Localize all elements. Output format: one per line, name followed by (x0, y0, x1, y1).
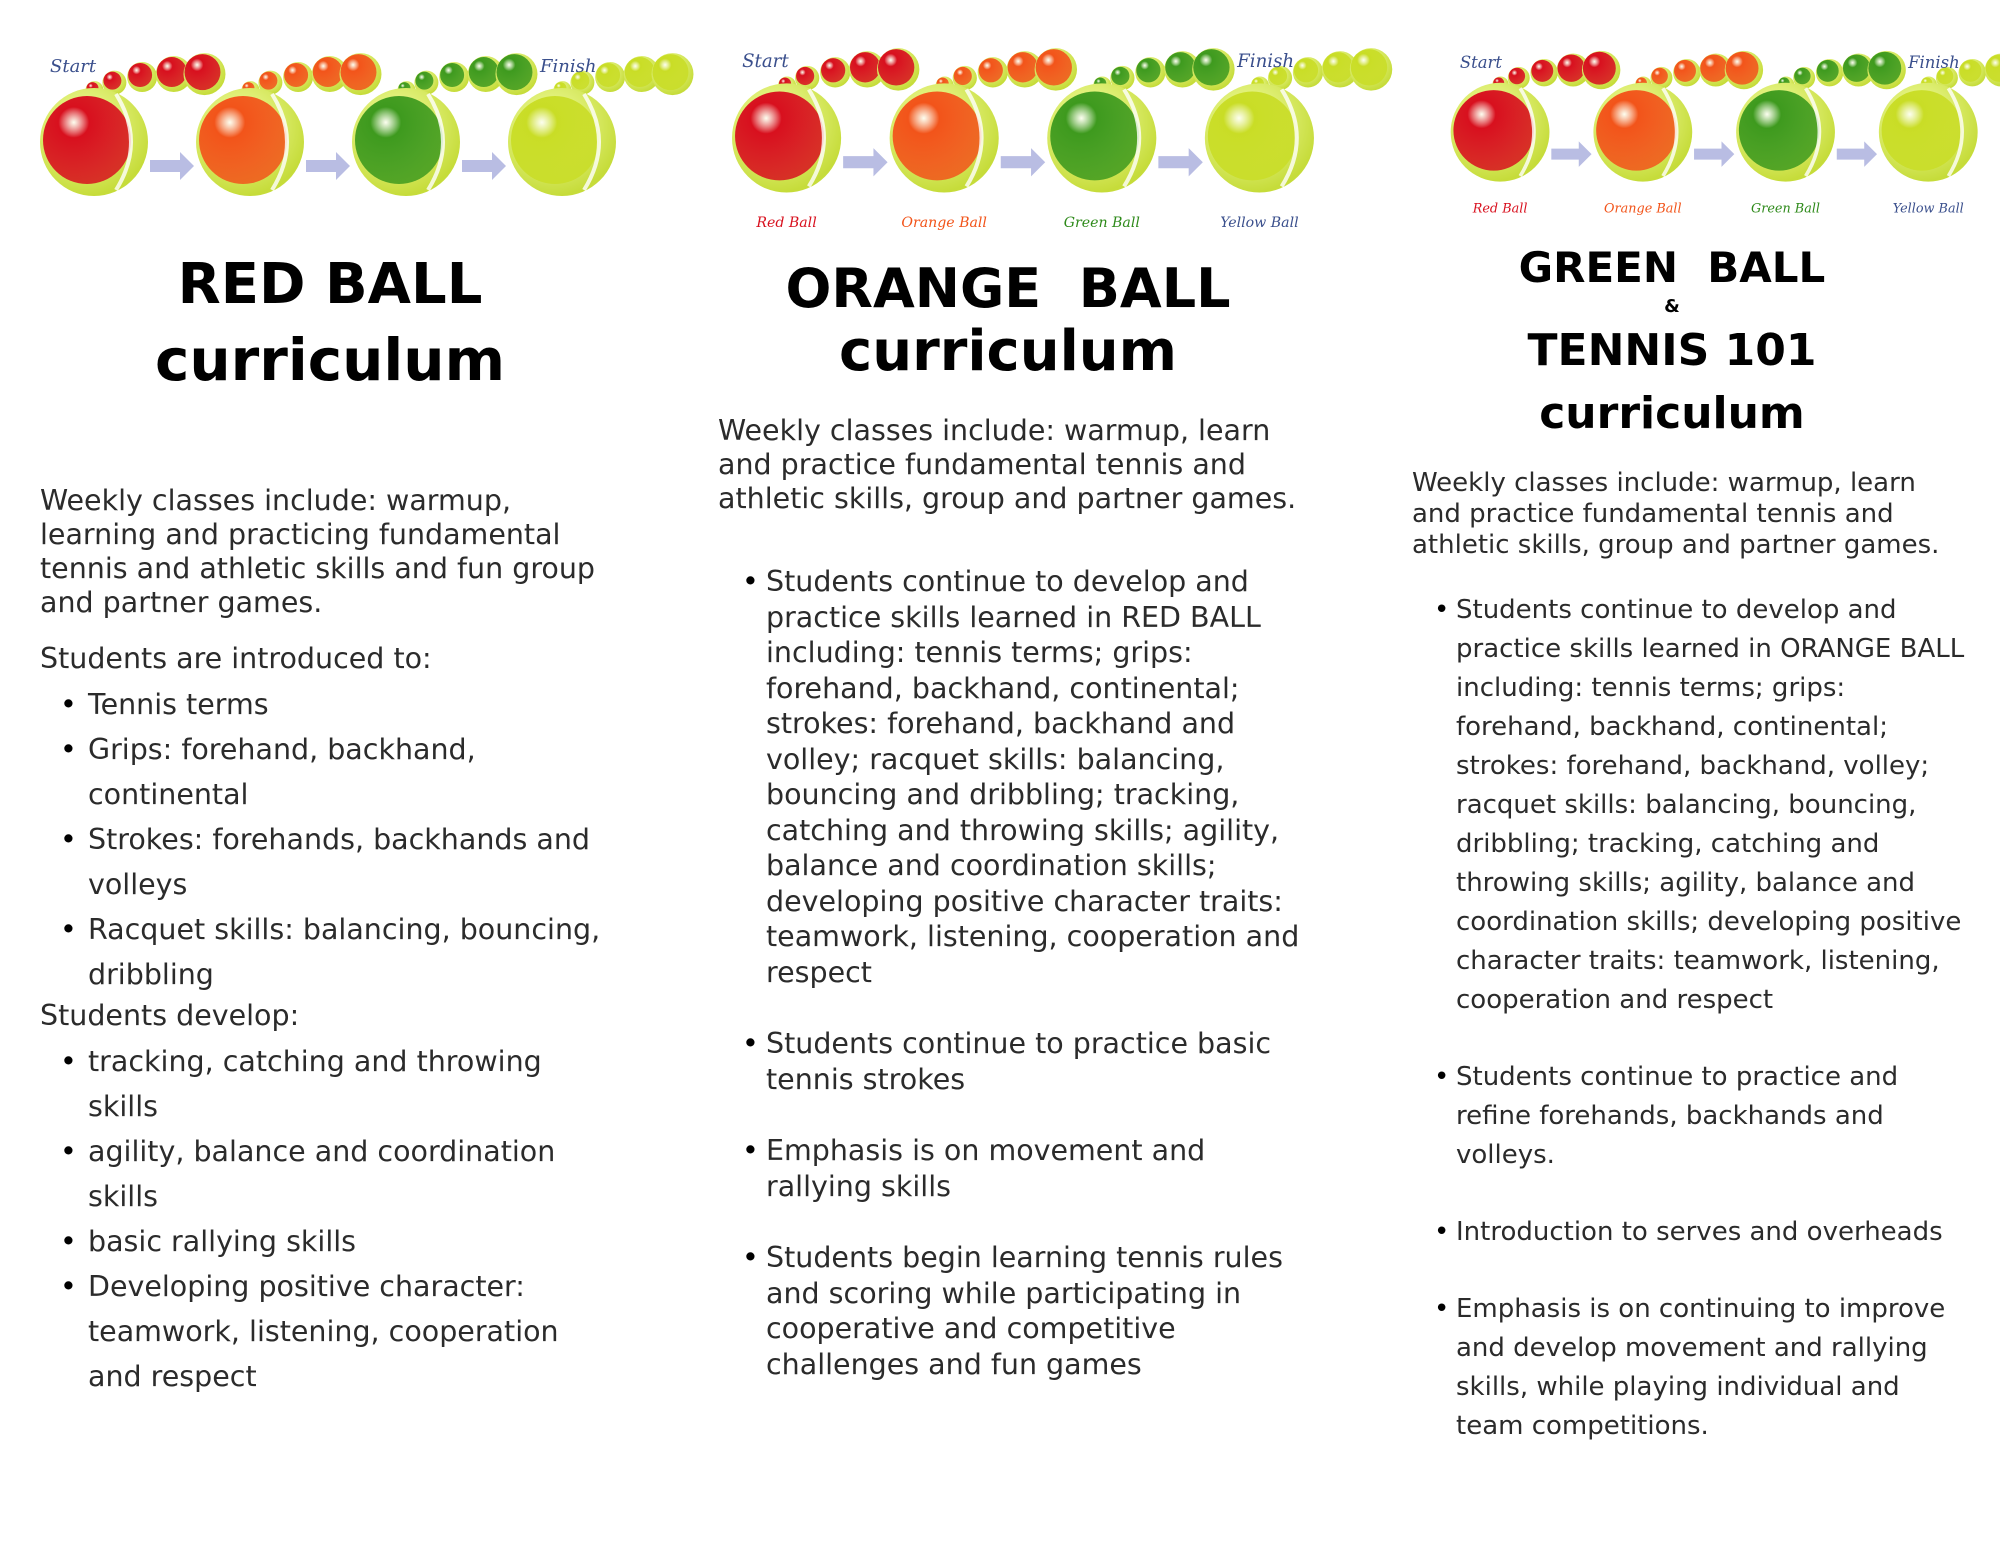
list-item: • Students continue to practice and refine forehands, backhands and volleys. (1412, 1058, 1972, 1175)
small-ball-core-icon (469, 57, 499, 87)
list-item: • Introduction to serves and overheads (1412, 1213, 1972, 1252)
intro-text: Weekly classes include: warmup, learning and practicing fundamental tennis and athletic skills and fun group and partner games. (40, 484, 595, 619)
list-item: • Students continue to develop and practice skills learned in ORANGE BALL including: tennis terms; grips: forehand, backhand, continental; strokes: forehand, backhand, volley; racquet skills: balancing, bouncing, dribbling; tracking, catching and throwing skills; agility, balance and coordination skills; developing positive character traits: teamwork, listening, cooperation and respect (1412, 591, 1972, 1020)
tennis-ball-core-icon (735, 92, 824, 181)
small-ball-core-icon (1959, 60, 1981, 82)
small-ball-core-icon (103, 72, 121, 90)
small-ball-core-icon (625, 57, 655, 87)
orange-ball-body (718, 414, 1308, 1418)
list-item: • agility, balance and coordination skills (40, 1129, 620, 1219)
ball-progression-banner (1450, 48, 1982, 220)
ball-progression-graphic (1450, 48, 1982, 220)
list-item: • Tennis terms (40, 682, 620, 727)
small-ball-core-icon (652, 54, 688, 90)
list-item: • Racquet skills: balancing, bouncing, dribbling (40, 907, 620, 997)
curriculum-list (1412, 591, 1972, 1446)
small-ball-core-icon (496, 54, 532, 90)
small-ball-core-icon (284, 63, 308, 87)
tennis-ball-core-icon (1050, 92, 1139, 181)
small-ball-core-icon (1531, 60, 1553, 82)
arrow-icon (150, 152, 194, 180)
orange-ball-title (718, 258, 1298, 384)
list-item: • Strokes: forehands, backhands and volleys (40, 817, 620, 907)
finish-label: Finish (540, 56, 597, 77)
arrow-icon (462, 152, 506, 180)
small-ball-core-icon (1323, 52, 1353, 82)
arrow-icon (1694, 141, 1734, 167)
small-ball-core-icon (954, 67, 972, 85)
tennis-ball-core-icon (1453, 90, 1534, 171)
small-ball-core-icon (313, 57, 343, 87)
ball-level-label: Green Ball (1063, 214, 1140, 231)
small-ball-core-icon (1583, 52, 1616, 85)
small-ball-core-icon (128, 63, 152, 87)
red-ball-title (40, 250, 620, 400)
tennis-ball-core-icon (43, 96, 131, 184)
small-ball-core-icon (1294, 58, 1318, 82)
list-item: • Emphasis is on continuing to improve and develop movement and rallying skills, while playing individual and team competitions. (1412, 1290, 1972, 1446)
small-ball-core-icon (1165, 52, 1195, 82)
ball-level-label: Orange Ball (901, 214, 987, 231)
tennis-ball-core-icon (199, 96, 287, 184)
title-line: ORANGE BALL (785, 257, 1231, 320)
tennis-ball-core-icon (1882, 90, 1963, 171)
ball-progression-graphic (40, 50, 620, 220)
title-line: GREEN BALL (1518, 243, 1826, 292)
section-heading: Students are introduced to: (40, 642, 432, 675)
small-ball-core-icon (415, 72, 433, 90)
small-ball-core-icon (1868, 52, 1901, 85)
finish-label: Finish (1237, 51, 1295, 73)
small-ball-core-icon (1558, 54, 1585, 81)
list-item: • Developing positive character: teamwork, listening, cooperation and respect (40, 1264, 620, 1399)
small-ball-core-icon (1008, 52, 1038, 82)
small-ball-core-icon (340, 54, 376, 90)
list-item: • Students begin learning tennis rules and scoring while participating in cooperative and competitive challenges and fun games (718, 1240, 1308, 1382)
tennis-ball-core-icon (1596, 90, 1677, 171)
arrow-icon (306, 152, 350, 180)
small-ball-core-icon (821, 58, 845, 82)
ball-level-label: Red Ball (1472, 201, 1528, 217)
ball-level-label: Red Ball (756, 214, 817, 231)
red-ball-body (40, 484, 620, 1399)
start-label: Start (742, 51, 789, 73)
small-ball-core-icon (1794, 68, 1810, 84)
small-ball-core-icon (979, 58, 1003, 82)
title-line: curriculum (839, 319, 1177, 384)
green-ball-body (1412, 468, 1972, 1484)
title-ampersand: & (1664, 296, 1680, 317)
start-label: Start (1459, 53, 1503, 73)
arrow-icon (1158, 148, 1202, 176)
finish-label: Finish (1908, 53, 1960, 73)
small-ball-core-icon (1193, 49, 1229, 85)
tennis-ball-core-icon (1208, 92, 1297, 181)
arrow-icon (843, 148, 887, 176)
small-ball-core-icon (596, 63, 620, 87)
small-ball-core-icon (440, 63, 464, 87)
small-ball-core-icon (796, 67, 814, 85)
ball-level-label: Green Ball (1751, 201, 1821, 217)
ball-level-label: Orange Ball (1604, 201, 1682, 217)
section-heading: Students develop: (40, 999, 300, 1032)
list-item: • Students continue to practice basic tennis strokes (718, 1026, 1308, 1097)
ball-level-label: Yellow Ball (1220, 214, 1299, 231)
tennis-ball-core-icon (355, 96, 443, 184)
small-ball-core-icon (1817, 60, 1839, 82)
arrow-icon (1551, 141, 1591, 167)
small-ball-core-icon (259, 72, 277, 90)
list-item: • Students continue to develop and practice skills learned in RED BALL including: tennis terms; grips: forehand, backhand, continental; strokes: forehand, backhand and volley; racquet skills: balancing, bouncing and dribbling; tracking, catching and throwing skills; agility, balance and coordination skills; developing positive character traits: teamwork, listening, cooperation and respect (718, 564, 1308, 990)
small-ball-core-icon (1700, 54, 1727, 81)
introduced-list (40, 682, 620, 997)
title-line: curriculum (1539, 388, 1805, 439)
small-ball-core-icon (157, 57, 187, 87)
green-ball-title (1412, 240, 1932, 444)
list-item: • Emphasis is on movement and rallying skills (718, 1133, 1308, 1204)
small-ball-core-icon (1351, 49, 1387, 85)
list-item: • tracking, catching and throwing skills (40, 1039, 620, 1129)
small-ball-core-icon (1726, 52, 1759, 85)
small-ball-core-icon (1036, 49, 1072, 85)
develop-list (40, 1039, 620, 1399)
tennis-ball-core-icon (1739, 90, 1820, 171)
small-ball-core-icon (184, 54, 220, 90)
curriculum-list (718, 564, 1308, 1382)
start-label: Start (50, 56, 97, 77)
ball-progression-banner (732, 45, 1318, 235)
small-ball-core-icon (1136, 58, 1160, 82)
title-line: curriculum (154, 326, 506, 394)
small-ball-core-icon (850, 52, 880, 82)
arrow-icon (1001, 148, 1045, 176)
ball-level-label: Yellow Ball (1892, 201, 1964, 217)
small-ball-core-icon (1111, 67, 1129, 85)
tennis-ball-core-icon (511, 96, 599, 184)
small-ball-core-icon (1651, 68, 1667, 84)
small-ball-core-icon (878, 49, 914, 85)
small-ball-core-icon (1843, 54, 1870, 81)
small-ball-core-icon (1509, 68, 1525, 84)
ball-progression-banner (40, 50, 620, 220)
arrow-icon (1837, 141, 1877, 167)
title-line: RED BALL (177, 252, 483, 317)
intro-text: Weekly classes include: warmup, learn and practice fundamental tennis and athletic skills, group and partner games. (718, 414, 1297, 515)
intro-text: Weekly classes include: warmup, learn and practice fundamental tennis and athletic skills, group and partner games. (1412, 468, 1940, 560)
small-ball-core-icon (1674, 60, 1696, 82)
tennis-ball-core-icon (893, 92, 982, 181)
ball-progression-graphic (732, 45, 1318, 235)
list-item: • Grips: forehand, backhand, continental (40, 727, 620, 817)
title-line: TENNIS 101 (1527, 325, 1817, 376)
list-item: • basic rallying skills (40, 1219, 620, 1264)
